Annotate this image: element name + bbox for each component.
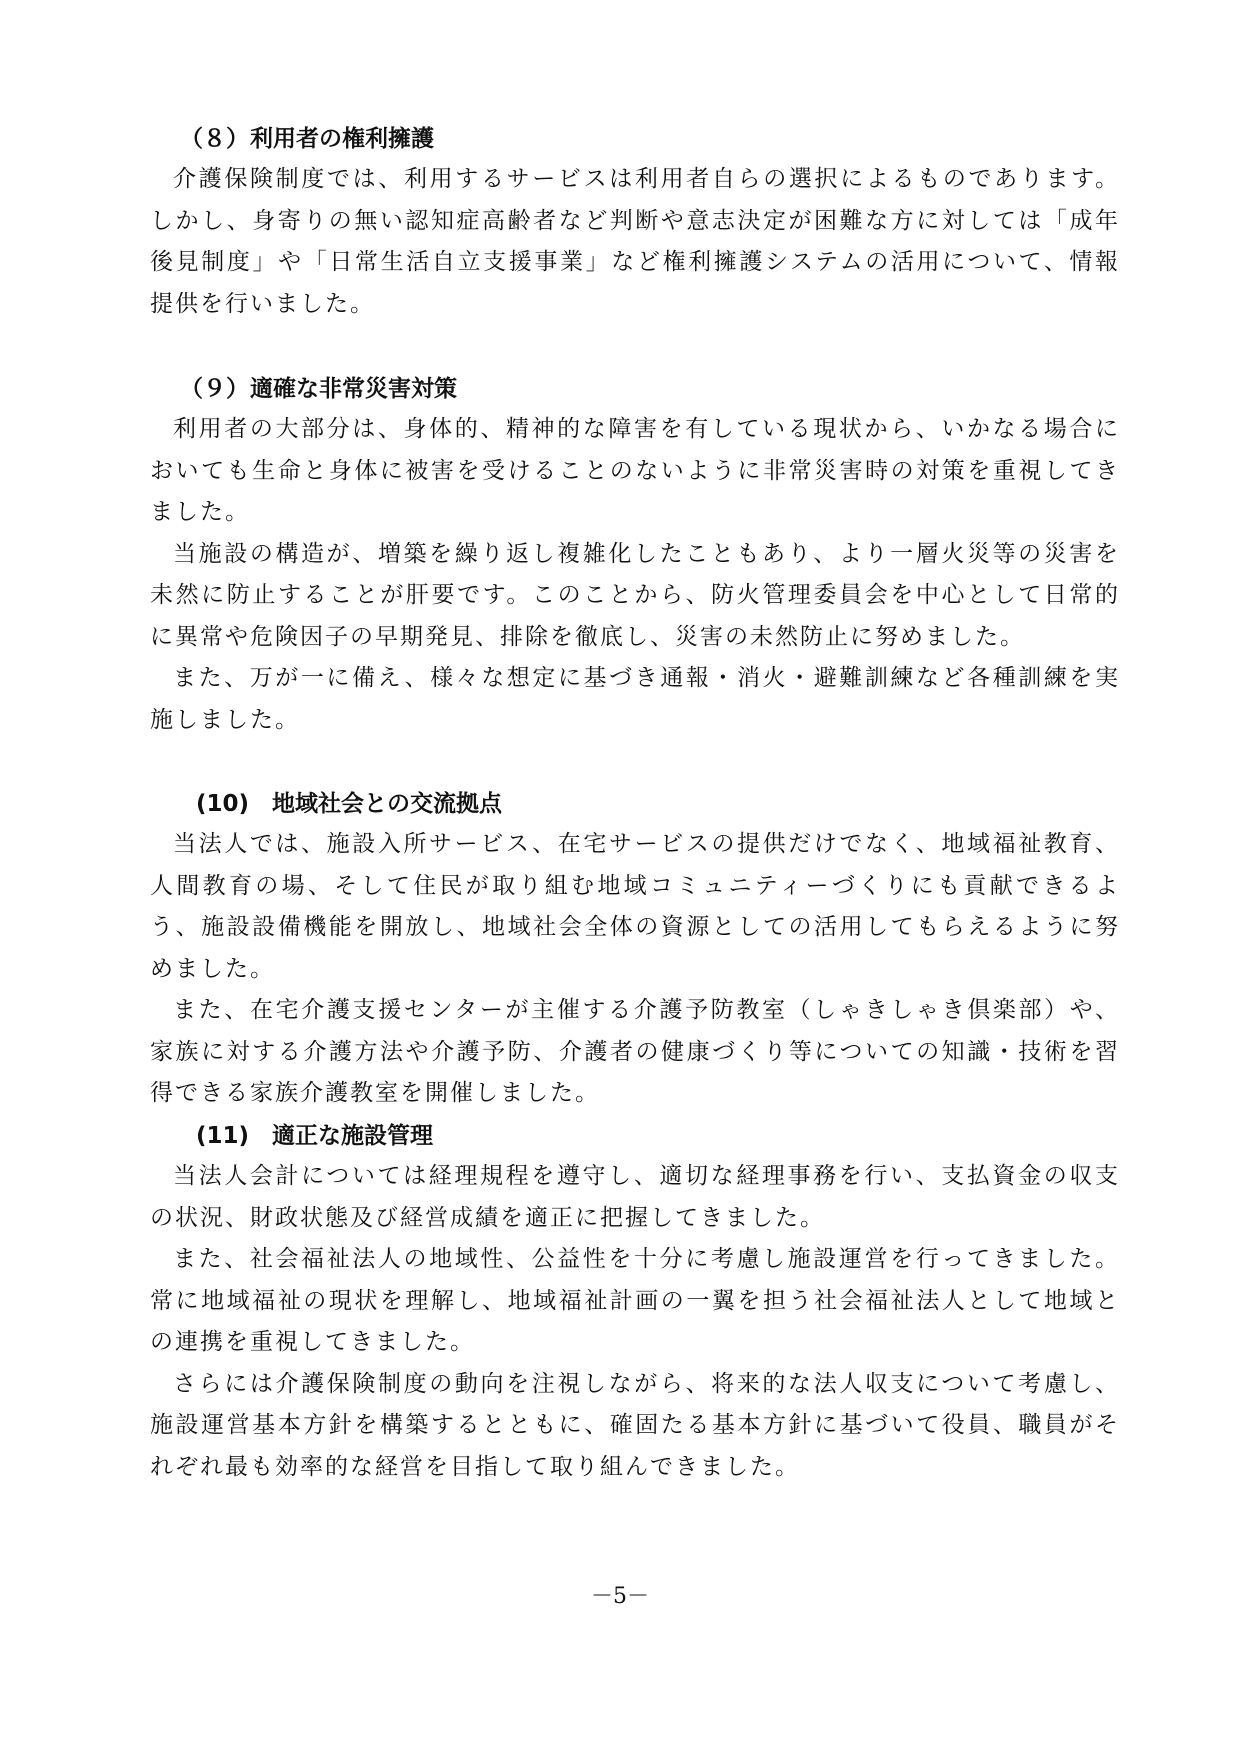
paragraph: また、万が一に備え、様々な想定に基づき通報・消火・避難訓練など各種訓練を実施しました。 xyxy=(150,665,1120,733)
paragraph: 当法人会計については経理規程を遵守し、適切な経理事務を行い、支払資金の収支の状況、財政状態及び経営成績を適正に把握してきました。 xyxy=(150,1163,1120,1231)
section-heading xyxy=(150,784,1120,824)
section-number: （８） xyxy=(180,126,249,152)
section-title: 適確な非常災害対策 xyxy=(250,376,457,402)
section-11 xyxy=(150,1116,1120,1488)
section-number: （９） xyxy=(180,376,249,402)
paragraph: 利用者の大部分は、身体的、精神的な障害を有している現状から、いかなる場合においても生命と身体に被害を受けることのないように非常災害時の対策を重視してきました。 xyxy=(150,416,1120,525)
paragraph: また、社会福祉法人の地域性、公益性を十分に考慮し施設運営を行ってきました。常に地域福祉の現状を理解し、地域福祉計画の一翼を担う社会福祉法人として地域との連携を重視してきました。 xyxy=(150,1246,1120,1355)
section-title: 地域社会との交流拠点 xyxy=(272,791,502,817)
section-8 xyxy=(150,119,1120,325)
paragraph: 当法人では、施設入所サービス、在宅サービスの提供だけでなく、地域福祉教育、人間教育の場、そして住民が取り組む地域コミュニティーづくりにも貢献できるよう、施設設備機能を開放し、地域社会全体の資源としての活用してもらえるように努めました。 xyxy=(150,831,1120,982)
section-title: 利用者の権利擁護 xyxy=(250,126,434,152)
paragraph: さらには介護保険制度の動向を注視しながら、将来的な法人収支について考慮し、施設運営基本方針を構築するとともに、確固たる基本方針に基づいて役員、職員がそれぞれ最も効率的な経営を目指して取り組んできました。 xyxy=(150,1370,1120,1480)
paragraph: 当施設の構造が、増築を繰り返し複雑化したこともあり、より一層火災等の災害を未然に防止することが肝要です。このことから、防火管理委員会を中心として日常的に異常や危険因子の早期発見、排除を徹底し、災害の未然防止に努めました。 xyxy=(150,540,1120,650)
paragraph: 介護保険制度では、利用するサービスは利用者自らの選択によるものであります。しかし、身寄りの無い認知症高齢者など判断や意志決定が困難な方に対しては「成年後見制度」や「日常生活自立支援事業」など権利擁護システムの活用について、情報提供を行いました。 xyxy=(150,166,1120,317)
section-heading xyxy=(150,119,1120,159)
page-number: －5－ xyxy=(591,1584,649,1609)
section-9 xyxy=(150,369,1120,741)
section-heading xyxy=(150,369,1120,409)
section-number: (10) xyxy=(196,791,250,817)
section-heading xyxy=(150,1116,1120,1156)
paragraph: また、在宅介護支援センターが主催する介護予防教室（しゃきしゃき倶楽部）や、家族に対する介護方法や介護予防、介護者の健康づくり等についての知識・技術を習得できる家族介護教室を開催しました。 xyxy=(150,997,1120,1106)
section-10 xyxy=(150,784,1120,1115)
section-title: 適正な施設管理 xyxy=(272,1123,433,1149)
section-number: (11) xyxy=(196,1123,250,1149)
